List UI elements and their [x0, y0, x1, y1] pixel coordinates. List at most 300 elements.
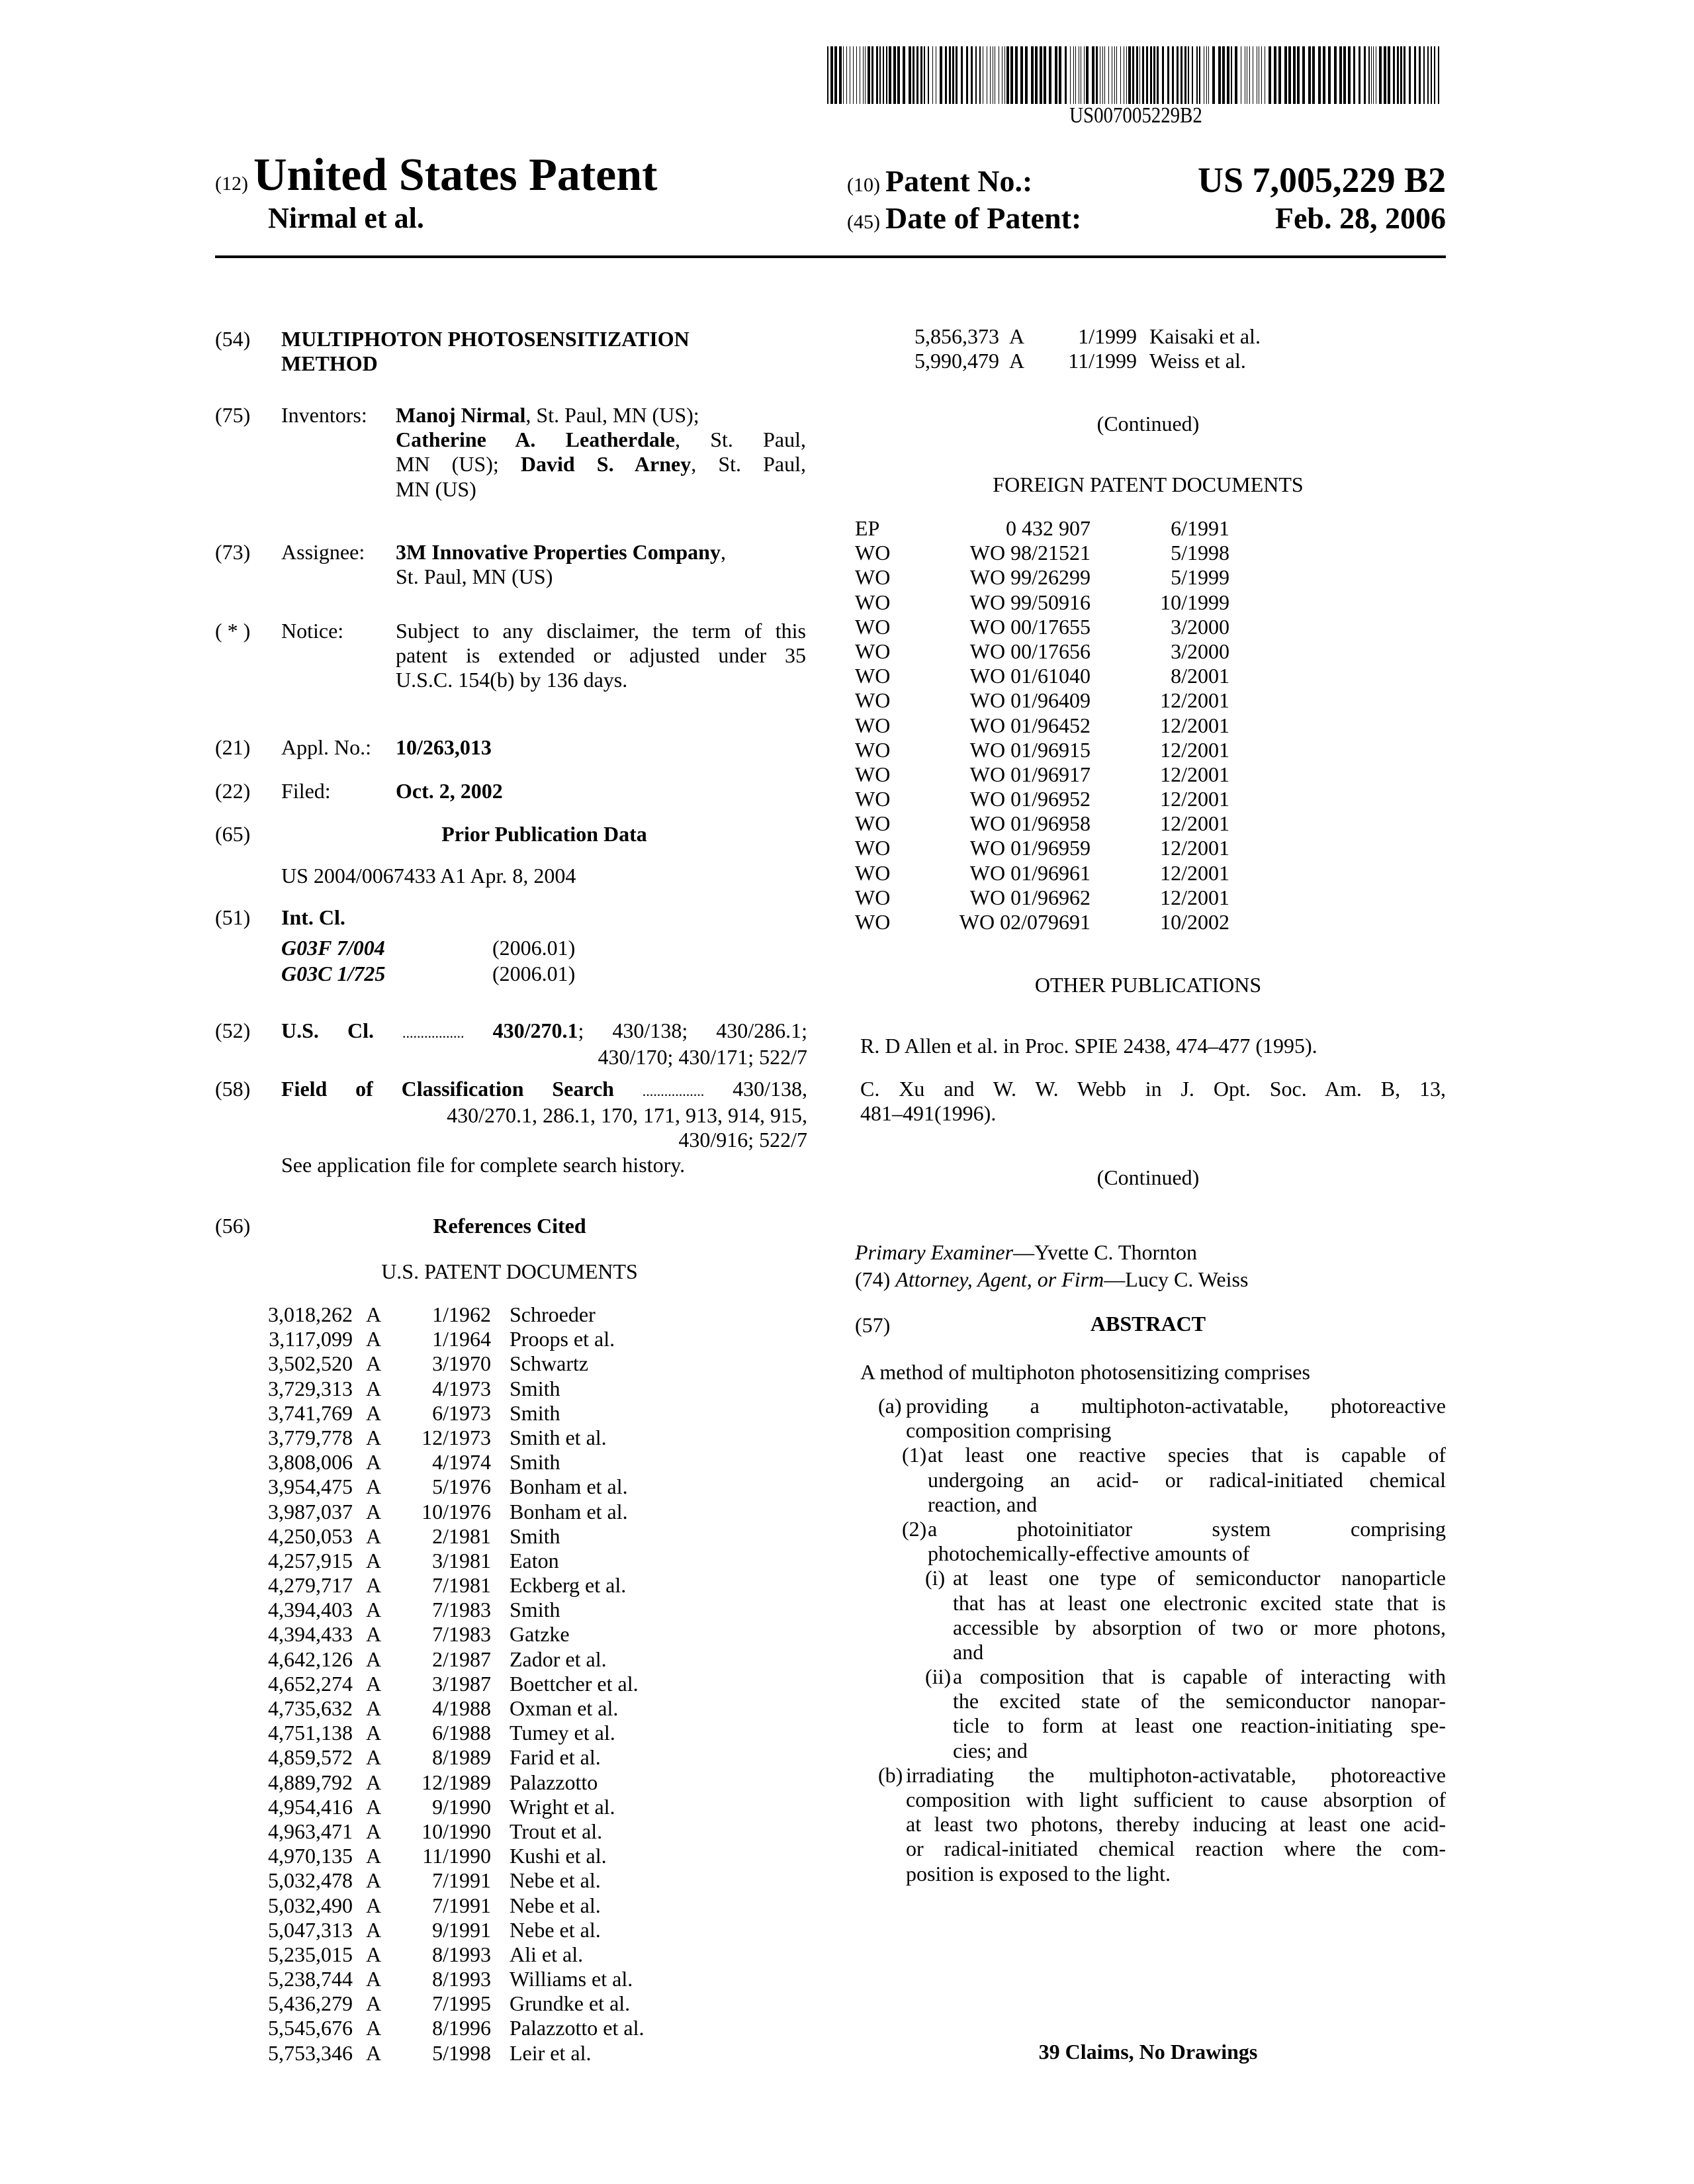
- inventor-location: MN (US): [396, 477, 806, 502]
- appl-label: Appl. No.:: [281, 735, 371, 760]
- barcode-bar: [1092, 46, 1094, 104]
- kind-code: A: [366, 1450, 381, 1475]
- ref-date: 9/1990: [432, 1795, 491, 1819]
- field-label: Field of Classification Search: [281, 1077, 614, 1101]
- barcode-bar: [952, 46, 954, 104]
- attorney-name: —Lucy C. Weiss: [1104, 1267, 1248, 1291]
- patent-number: 4,250,053: [268, 1524, 353, 1549]
- patent-number: US 7,005,229 B2: [1198, 159, 1446, 201]
- patent-number: 3,741,769: [268, 1401, 353, 1426]
- date-of-patent-label: [847, 200, 1081, 241]
- document-number: WO 01/96962: [970, 886, 1091, 910]
- ref-date: 12/2001: [1160, 738, 1229, 762]
- kind-code: A: [366, 1598, 381, 1622]
- barcode-bar: [1025, 46, 1028, 104]
- ref-name: Boettcher et al.: [510, 1672, 639, 1696]
- barcode-bar: [979, 46, 981, 104]
- kind-code: A: [366, 1770, 381, 1795]
- barcode-bar: [1334, 46, 1337, 104]
- patent-number: 4,859,572: [268, 1745, 353, 1770]
- ref-date: 12/1989: [422, 1770, 491, 1795]
- ref-name: Tumey et al.: [510, 1721, 615, 1745]
- country-code: WO: [855, 886, 890, 910]
- country-code: EP: [855, 516, 879, 541]
- barcode-bar: [975, 46, 977, 104]
- document-number: WO 01/96958: [970, 811, 1091, 836]
- barcode-bar: [1235, 46, 1237, 104]
- document-number: WO 01/96409: [970, 688, 1091, 713]
- kind-code: A: [366, 1549, 381, 1573]
- barcode-bar: [1104, 46, 1105, 104]
- barcode-bar: [827, 46, 828, 104]
- table-row: [0, 2016, 821, 2040]
- ref-date: 5/1999: [1171, 565, 1229, 590]
- barcode-bar: [1065, 46, 1067, 104]
- barcode-bar: [1002, 46, 1003, 104]
- barcode-bar: [1218, 46, 1221, 104]
- ref-name: Bonham et al.: [510, 1500, 628, 1524]
- ref-name: Zador et al.: [510, 1647, 607, 1672]
- field-value: 430/138,: [733, 1077, 807, 1101]
- barcode-bar: [1184, 46, 1186, 104]
- barcode-bar: [1323, 46, 1325, 104]
- ref-date: 8/1993: [432, 1967, 491, 1991]
- document-number: WO 99/50916: [970, 590, 1091, 615]
- ref-name: Palazzotto et al.: [510, 2016, 644, 2040]
- field-note: See application file for complete search history.: [281, 1153, 807, 1177]
- ref-date: 12/2001: [1160, 713, 1229, 738]
- barcode-bar: [1438, 46, 1439, 104]
- abstract-text: irradiating the multiphoton-activatable, photoreactive: [906, 1763, 1446, 1788]
- foreign-patent-documents-heading: FOREIGN PATENT DOCUMENTS: [860, 473, 1436, 497]
- barcode-bar: [920, 46, 922, 104]
- ref-name: Nebe et al.: [510, 1893, 601, 1918]
- patent-number: 3,018,262: [268, 1302, 353, 1327]
- notice-line: patent is extended or adjusted under 35: [396, 643, 806, 668]
- continued-link[interactable]: (Continued): [860, 1165, 1436, 1190]
- barcode-bar: [1049, 46, 1051, 104]
- document-number: WO 02/079691: [959, 910, 1091, 934]
- ref-name: Kaisaki et al.: [1149, 324, 1261, 349]
- barcode-bar: [1328, 46, 1331, 104]
- table-row: [0, 541, 1456, 565]
- abstract-line: [0, 1640, 1446, 1664]
- ref-date: 4/1974: [432, 1450, 491, 1475]
- barcode-bar: [1359, 46, 1360, 104]
- barcode-bar: [834, 46, 837, 104]
- kind-code: A: [366, 1918, 381, 1942]
- kind-code: A: [366, 1795, 381, 1819]
- barcode-bar: [1379, 46, 1382, 104]
- barcode-bar: [1368, 46, 1370, 104]
- attorney: [855, 1267, 1248, 1292]
- country-code: WO: [855, 590, 890, 615]
- filed-date: Oct. 2, 2002: [396, 779, 503, 803]
- barcode-bar: [863, 46, 864, 104]
- barcode-bar: [1055, 46, 1057, 104]
- item-label: (i): [925, 1566, 945, 1590]
- inventors-label: Inventors:: [281, 403, 367, 428]
- ref-date: 3/1987: [432, 1672, 491, 1696]
- ref-name: Schroeder: [510, 1302, 596, 1327]
- us-cl-label: U.S. Cl.: [281, 1019, 374, 1042]
- kind-code: A: [366, 1377, 381, 1401]
- ref-date: 12/2001: [1160, 787, 1229, 811]
- field-of-search: [281, 1077, 807, 1177]
- barcode-bar: [1142, 46, 1144, 104]
- ref-name: Bonham et al.: [510, 1475, 628, 1499]
- barcode-bar: [1297, 46, 1300, 104]
- document-type-title: United States Patent: [253, 150, 657, 201]
- barcode-bar: [966, 46, 968, 104]
- abstract-text: at least one reactive species that is capable of: [928, 1443, 1446, 1467]
- ref-date: 1/1964: [432, 1327, 491, 1351]
- patent-number-label: [847, 161, 1032, 205]
- abstract-text: or radical-initiated chemical reaction where the com-: [906, 1837, 1446, 1861]
- abstract-body: [0, 1394, 1446, 1886]
- table-row: [0, 516, 1456, 541]
- code-21: (21): [215, 735, 250, 760]
- field-value: 430/270.1, 286.1, 170, 171, 913, 914, 915,: [281, 1103, 807, 1128]
- publication: [860, 1077, 1446, 1126]
- barcode-bar: [961, 46, 963, 104]
- abstract-line: [0, 1615, 1446, 1640]
- document-number: WO 01/96915: [970, 738, 1091, 762]
- int-cl-class: G03F 7/004: [281, 936, 385, 960]
- document-number: WO 01/96961: [970, 861, 1091, 886]
- abstract-line: [0, 1591, 1446, 1615]
- code-52: (52): [215, 1019, 250, 1043]
- abstract-line: [0, 1418, 1446, 1443]
- ref-name: Ali et al.: [510, 1942, 583, 1967]
- barcode-number: US007005229B2: [873, 99, 1398, 132]
- date-of-patent: Feb. 28, 2006: [1275, 200, 1446, 237]
- assignee-label: Assignee:: [281, 540, 365, 565]
- barcode-bar: [871, 46, 873, 104]
- patent-number: 3,987,037: [268, 1500, 353, 1524]
- document-number: WO 99/26299: [970, 565, 1091, 590]
- ref-date: 12/2001: [1160, 836, 1229, 860]
- foreign-references-list: [0, 516, 1456, 934]
- ref-date: 7/1991: [432, 1893, 491, 1918]
- barcode-bar: [1035, 46, 1038, 104]
- barcode-bar: [945, 46, 947, 104]
- barcode-bar: [856, 46, 857, 104]
- prior-publication-value: US 2004/0067433 A1 Apr. 8, 2004: [281, 864, 576, 888]
- ref-date: 8/1993: [432, 1942, 491, 1967]
- notice-line: Subject to any disclaimer, the term of this: [396, 619, 806, 643]
- item-label: (2): [902, 1517, 926, 1541]
- prior-publication-heading: Prior Publication Data: [281, 822, 807, 846]
- us-cl-main: 430/270.1: [493, 1019, 578, 1042]
- patent-number: 4,257,915: [268, 1549, 353, 1573]
- barcode-bar: [843, 46, 844, 104]
- barcode-bar: [1231, 46, 1232, 104]
- patent-number: 4,751,138: [268, 1721, 353, 1745]
- barcode-bar: [1388, 46, 1390, 104]
- ref-date: 5/1998: [432, 2041, 491, 2066]
- document-number: WO 01/61040: [970, 664, 1091, 688]
- ref-date: 2/1987: [432, 1647, 491, 1672]
- ref-date: 3/2000: [1171, 615, 1229, 639]
- patent-number: 4,279,717: [268, 1573, 353, 1598]
- ref-name: Proops et al.: [510, 1327, 615, 1351]
- publication-line: 481–491(1996).: [860, 1101, 1446, 1126]
- table-row: [0, 1991, 821, 2016]
- int-cl-label: Int. Cl.: [281, 905, 345, 930]
- patent-number: 4,963,471: [268, 1819, 353, 1844]
- barcode-bar: [1222, 46, 1225, 104]
- us-references-continued: [0, 324, 1456, 373]
- ref-date: 1/1962: [432, 1302, 491, 1327]
- kind-code: A: [366, 1475, 381, 1499]
- barcode: [827, 46, 1445, 104]
- ref-date: 7/1995: [432, 1991, 491, 2016]
- code-73: (73): [215, 540, 250, 565]
- abstract-line: [0, 1541, 1446, 1566]
- barcode-bar: [1339, 46, 1342, 104]
- kind-code: A: [366, 1721, 381, 1745]
- abstract-line: [0, 1862, 1446, 1886]
- barcode-bar: [1031, 46, 1034, 104]
- barcode-bar: [1373, 46, 1374, 104]
- kind-code: A: [366, 1844, 381, 1868]
- barcode-bar: [876, 46, 878, 104]
- inventor-name: David S. Arney: [521, 452, 691, 476]
- patent-number: 5,235,015: [268, 1942, 353, 1967]
- ref-date: 9/1991: [432, 1918, 491, 1942]
- examiner-label: Primary Examiner: [855, 1240, 1013, 1264]
- inventors-list: [396, 403, 806, 502]
- country-code: WO: [855, 738, 890, 762]
- barcode-bar: [1132, 46, 1134, 104]
- abstract-text: a composition that is capable of interacting with: [953, 1664, 1446, 1689]
- barcode-bar: [1146, 46, 1148, 104]
- table-row: [0, 1327, 821, 1351]
- other-publications-heading: OTHER PUBLICATIONS: [860, 973, 1436, 997]
- country-code: WO: [855, 910, 890, 934]
- country-code: WO: [855, 762, 890, 787]
- barcode-bar: [1212, 46, 1215, 104]
- barcode-bar: [1404, 46, 1405, 104]
- ref-date: 2/1981: [432, 1524, 491, 1549]
- barcode-bar: [886, 46, 887, 104]
- ref-date: 7/1991: [432, 1868, 491, 1893]
- code-22: (22): [215, 779, 250, 803]
- barcode-bar: [1293, 46, 1296, 104]
- notice-code: ( * ): [215, 619, 250, 643]
- barcode-bar: [1409, 46, 1411, 104]
- country-code: WO: [855, 713, 890, 738]
- inventor-location: MN (US);: [396, 452, 521, 476]
- table-row: [0, 664, 1456, 688]
- table-row: [0, 639, 1456, 664]
- barcode-bar: [1414, 46, 1416, 104]
- abstract-line: [0, 1788, 1446, 1812]
- barcode-bar: [839, 46, 842, 104]
- code-56: (56): [215, 1214, 250, 1238]
- kind-code: A: [366, 1942, 381, 1967]
- abstract-text: ticle to form at least one reaction-initiating spe-: [953, 1713, 1446, 1738]
- barcode-bar: [1434, 46, 1435, 104]
- abstract-text: that has at least one electronic excited state that is: [953, 1591, 1446, 1615]
- patent-number: 5,856,373: [914, 324, 999, 349]
- patent-number: 5,047,313: [268, 1918, 353, 1942]
- abstract-text: photochemically-effective amounts of: [928, 1541, 1446, 1566]
- document-number: WO 01/96917: [970, 762, 1091, 787]
- int-cl-class: G03C 1/725: [281, 962, 385, 986]
- kind-code: A: [1009, 324, 1024, 349]
- table-row: [0, 1967, 821, 1991]
- barcode-bar: [1073, 46, 1074, 104]
- country-code: WO: [855, 861, 890, 886]
- code-10: (10): [847, 174, 880, 196]
- ref-name: Gatzke: [510, 1622, 570, 1647]
- barcode-bar: [913, 46, 914, 104]
- table-row: [0, 762, 1456, 787]
- barcode-bar: [1020, 46, 1023, 104]
- notice-label: Notice:: [281, 619, 343, 643]
- barcode-bar: [940, 46, 942, 104]
- patent-number: 5,032,490: [268, 1893, 353, 1918]
- patent-number: 3,729,313: [268, 1377, 353, 1401]
- filed-label: Filed:: [281, 779, 331, 803]
- barcode-bar: [1162, 46, 1164, 104]
- patent-number: 5,990,479: [914, 349, 999, 373]
- abstract-line: [0, 1566, 1446, 1590]
- barcode-bar: [1269, 46, 1271, 104]
- leader-dots: .................: [643, 1083, 705, 1099]
- kind-code: A: [366, 2016, 381, 2040]
- barcode-bar: [1010, 46, 1013, 104]
- abstract-text: position is exposed to the light.: [906, 1862, 1446, 1886]
- inventor-location: , St. Paul, MN (US);: [525, 403, 699, 427]
- table-row: [0, 688, 1456, 713]
- continued-link[interactable]: (Continued): [860, 412, 1436, 436]
- barcode-bar: [1278, 46, 1281, 104]
- ref-name: Nebe et al.: [510, 1868, 601, 1893]
- barcode-bar: [1114, 46, 1115, 104]
- abstract-intro: A method of multiphoton photosensitizing comprises: [860, 1360, 1310, 1385]
- document-number: WO 01/96959: [970, 836, 1091, 860]
- references-heading: References Cited: [281, 1214, 738, 1238]
- patent-page: [0, 0, 1694, 2184]
- barcode-bar: [932, 46, 933, 104]
- patent-number: 4,394,403: [268, 1598, 353, 1622]
- code-54: (54): [215, 327, 250, 351]
- barcode-bar: [971, 46, 973, 104]
- ref-date: 10/1999: [1160, 590, 1229, 615]
- item-label: (b): [878, 1763, 903, 1788]
- barcode-bar: [879, 46, 881, 104]
- ref-name: Grundke et al.: [510, 1991, 630, 2016]
- ref-name: Eckberg et al.: [510, 1573, 626, 1598]
- barcode-bar: [1419, 46, 1421, 104]
- document-number: WO 98/21521: [970, 541, 1091, 565]
- abstract-text: and: [953, 1640, 1446, 1664]
- patent-number: 4,642,126: [268, 1647, 353, 1672]
- ref-date: 7/1983: [432, 1598, 491, 1622]
- ref-date: 3/1981: [432, 1549, 491, 1573]
- inventor-short: Nirmal et al.: [268, 200, 424, 237]
- barcode-bar: [865, 46, 866, 104]
- abstract-line: [0, 1763, 1446, 1788]
- kind-code: A: [366, 1622, 381, 1647]
- ref-date: 3/2000: [1171, 639, 1229, 664]
- abstract-line: [0, 1468, 1446, 1492]
- barcode-bar: [956, 46, 958, 104]
- barcode-bar: [909, 46, 911, 104]
- kind-code: A: [366, 1672, 381, 1696]
- ref-name: Kushi et al.: [510, 1844, 607, 1868]
- barcode-bar: [1150, 46, 1152, 104]
- barcode-bar: [1084, 46, 1085, 104]
- inventor-location: , St. Paul,: [675, 428, 806, 451]
- date-label: Date of Patent:: [885, 201, 1081, 235]
- country-code: WO: [855, 688, 890, 713]
- code-51: (51): [215, 905, 250, 930]
- barcode-bar: [1393, 46, 1395, 104]
- patent-number: 5,032,478: [268, 1868, 353, 1893]
- claims-summary: 39 Claims, No Drawings: [860, 2040, 1436, 2064]
- barcode-bar: [1167, 46, 1169, 104]
- barcode-bar: [1196, 46, 1198, 104]
- int-cl-version: (2006.01): [492, 962, 575, 986]
- barcode-bar: [1188, 46, 1189, 104]
- ref-date: 6/1991: [1171, 516, 1229, 541]
- abstract-line: [0, 1443, 1446, 1467]
- kind-code: A: [366, 1893, 381, 1918]
- ref-name: Smith: [510, 1524, 560, 1549]
- country-code: WO: [855, 787, 890, 811]
- publication: R. D Allen et al. in Proc. SPIE 2438, 474–477 (1995).: [860, 1034, 1317, 1058]
- ref-name: Farid et al.: [510, 1745, 601, 1770]
- ref-date: 3/1970: [432, 1351, 491, 1376]
- ref-date: 8/2001: [1171, 664, 1229, 688]
- ref-name: Williams et al.: [510, 1967, 633, 1991]
- table-row: [0, 349, 1456, 373]
- patent-no-label: Patent No.:: [885, 164, 1032, 198]
- barcode-bar: [1096, 46, 1098, 104]
- ref-name: Weiss et al.: [1149, 349, 1246, 373]
- barcode-bar: [1006, 46, 1009, 104]
- ref-date: 12/2001: [1160, 886, 1229, 910]
- country-code: WO: [855, 664, 890, 688]
- patent-number: 4,735,632: [268, 1696, 353, 1721]
- barcode-bar: [1015, 46, 1018, 104]
- country-code: WO: [855, 565, 890, 590]
- ref-date: 4/1988: [432, 1696, 491, 1721]
- notice-line: U.S.C. 154(b) by 136 days.: [396, 668, 806, 692]
- barcode-bar: [1192, 46, 1193, 104]
- abstract-text: a photoinitiator system comprising: [928, 1517, 1446, 1541]
- abstract-text: at least two photons, thereby inducing at least one acid-: [906, 1812, 1446, 1837]
- document-number: WO 00/17655: [970, 615, 1091, 639]
- barcode-bar: [1348, 46, 1351, 104]
- barcode-bar: [1384, 46, 1386, 104]
- barcode-bar: [846, 46, 847, 104]
- ref-name: Trout et al.: [510, 1819, 602, 1844]
- abstract-text: providing a multiphoton-activatable, photoreactive: [906, 1394, 1446, 1418]
- examiner-name: —Yvette C. Thornton: [1013, 1240, 1197, 1264]
- primary-examiner: [855, 1240, 1197, 1265]
- barcode-bar: [1312, 46, 1315, 104]
- ref-date: 5/1998: [1171, 541, 1229, 565]
- document-number: 0 432 907: [1006, 516, 1091, 541]
- kind-code: A: [366, 1327, 381, 1351]
- kind-code: A: [366, 1647, 381, 1672]
- barcode-bar: [1261, 46, 1262, 104]
